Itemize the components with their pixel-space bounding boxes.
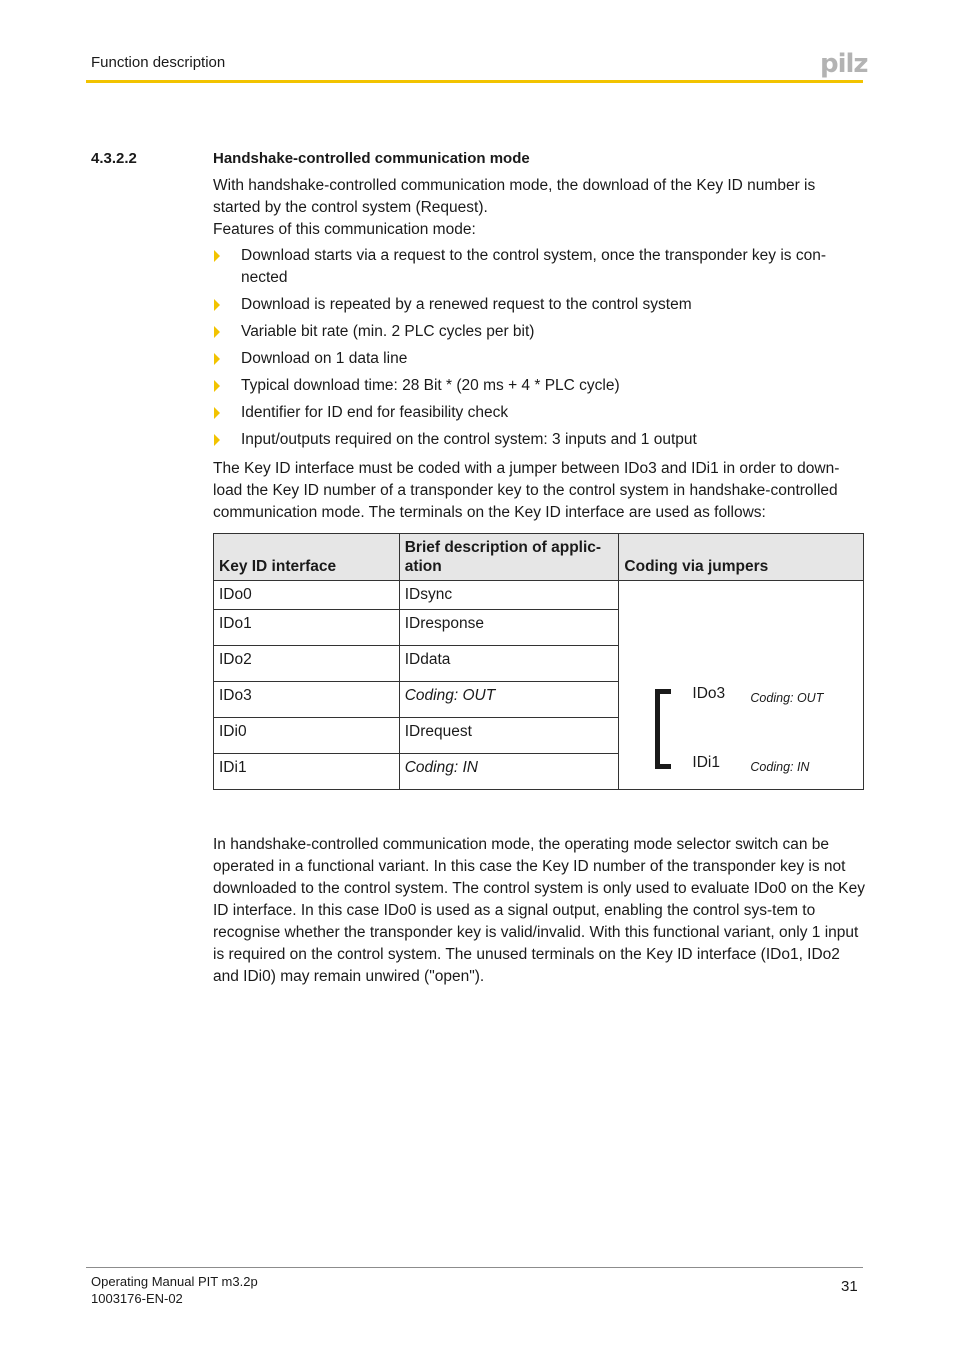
table-cell: IDo2 [214, 646, 400, 682]
section-number: 4.3.2.2 [91, 150, 137, 167]
list-item: Download is repeated by a renewed request to the control system [213, 294, 865, 316]
table-cell: IDi1 [214, 754, 400, 790]
jumper-top-code: Coding: OUT [750, 691, 824, 705]
table-cell: Coding: IN [399, 754, 619, 790]
list-item: Identifier for ID end for feasibility check [213, 402, 865, 424]
page-number: 31 [841, 1278, 858, 1295]
features-label: Features of this communication mode: [213, 221, 476, 238]
table-cell: IDrequest [399, 718, 619, 754]
column-header: Brief description of applic-ation [399, 534, 619, 581]
header-section-title: Function description [91, 54, 226, 71]
table-cell: IDresponse [399, 610, 619, 646]
footer-rule [86, 1267, 863, 1268]
footer-doc-number: 1003176-EN-02 [91, 1291, 183, 1306]
table-cell: IDi0 [214, 718, 400, 754]
jumper-bottom-code: Coding: IN [750, 760, 810, 774]
table-row [214, 581, 864, 610]
table-cell: IDo1 [214, 610, 400, 646]
footer-manual-title: Operating Manual PIT m3.2p [91, 1274, 258, 1289]
table-cell: Coding: OUT [399, 682, 619, 718]
bullet-arrow-icon [214, 326, 220, 338]
column-header: Coding via jumpers [619, 534, 864, 581]
pilz-logo: pilz [820, 49, 868, 79]
table-header-row [214, 534, 864, 581]
table-cell: IDo0 [214, 581, 400, 610]
list-item: Input/outputs required on the control system: 3 inputs and 1 output [213, 429, 865, 451]
header-rule [86, 80, 863, 83]
jumper-bottom-label: IDi1 [692, 754, 720, 771]
list-item: Typical download time: 28 Bit * (20 ms + 4 * PLC cycle) [213, 375, 865, 397]
list-item: Download on 1 data line [213, 348, 865, 370]
bullet-arrow-icon [214, 353, 220, 365]
variant-paragraph: In handshake-controlled communication mode, the operating mode selector switch can be operated in a functional variant. In this case the Key ID number of the transponder key is not downloaded to the control system. The control system is only used to evaluate IDo0 on the Key ID interface. In this case IDo0 is used as a signal output, enabling the control sys-tem to recognise whether the transponder key is valid/invalid. With this functional variant, only 1 input is required on the control system. The unused terminals on the Key ID interface (IDo1, IDo2 and IDi0) may remain unwired ("open"). [213, 836, 865, 985]
bullet-arrow-icon [214, 434, 220, 446]
intro-paragraph: With handshake-controlled communication mode, the download of the Key ID number is started by the control system (Request). [213, 177, 816, 216]
list-item: Download starts via a request to the control system, once the transponder key is con-nected [213, 245, 865, 289]
jumper-top-label: IDo3 [692, 685, 726, 702]
feature-list [213, 245, 865, 456]
jumper-bracket-icon [655, 689, 671, 769]
section-title: Handshake-controlled communication mode [213, 150, 530, 167]
bullet-arrow-icon [214, 299, 220, 311]
bullet-arrow-icon [214, 407, 220, 419]
coding-paragraph: The Key ID interface must be coded with a jumper between IDo3 and IDi1 in order to down-load the Key ID number of a transponder key to the control system in handshake-controlled communication mode. The terminals on the Key ID interface are used as follows: [213, 460, 840, 521]
list-item: Variable bit rate (min. 2 PLC cycles per bit) [213, 321, 865, 343]
jumper-diagram-cell [619, 581, 864, 790]
bullet-arrow-icon [214, 380, 220, 392]
table-cell: IDdata [399, 646, 619, 682]
jumper-diagram [619, 581, 863, 789]
bullet-arrow-icon [214, 250, 220, 262]
key-id-table [213, 533, 864, 790]
column-header: Key ID interface [214, 534, 400, 581]
table-cell: IDsync [399, 581, 619, 610]
table-cell: IDo3 [214, 682, 400, 718]
